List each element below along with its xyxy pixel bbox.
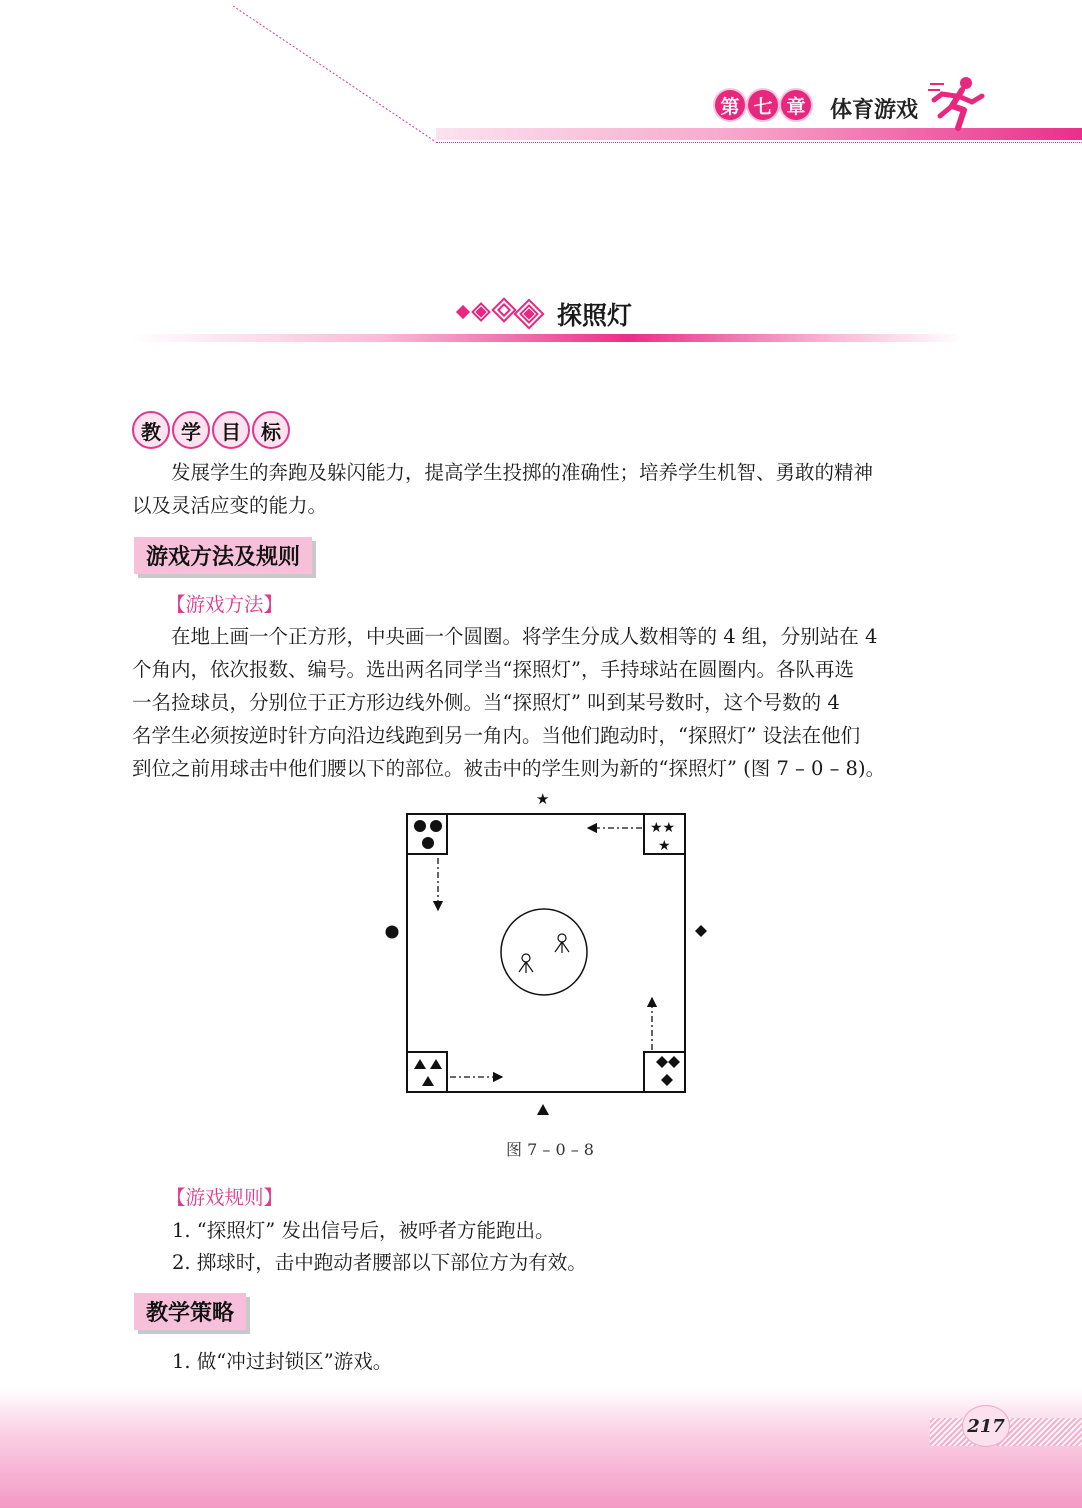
chapter-badge: 七 [748, 90, 778, 120]
team-diamond-marker [661, 1074, 673, 1086]
center-circle [501, 909, 587, 995]
lesson-title: 探照灯 [557, 301, 633, 330]
collector-triangle-marker [537, 1104, 549, 1115]
rule-item: 2. 掷球时，击中跑动者腰部以下部位方为有效。 [172, 1251, 587, 1274]
footer-band [0, 1388, 1082, 1508]
method-line: 个角内，依次报数、编号。选出两名同学当“探照灯”，手持球站在圆圈内。各队再选 [132, 658, 854, 681]
strategy-item: 1. 做“冲过封锁区”游戏。 [172, 1350, 393, 1373]
goals-heading [132, 411, 290, 449]
section-heading-strategy: 教学策略 [134, 1293, 246, 1330]
method-line: 在地上画一个正方形，中央画一个圆圈。将学生分成人数相等的 4 组，分别站在 4 [171, 625, 878, 648]
chapter-badges [715, 90, 811, 120]
team-circle-marker [422, 837, 434, 849]
team-circle-marker [414, 820, 426, 832]
team-diamond-marker [668, 1056, 680, 1068]
goals-text-line: 发展学生的奔跑及躲闪能力，提高学生投掷的准确性；培养学生机智、勇敢的精神 [171, 461, 874, 484]
goals-heading-char: 教 [132, 411, 170, 449]
title-divider [130, 334, 962, 342]
page-number: 217 [962, 1405, 1010, 1447]
diamond-ornament-icon [455, 296, 551, 332]
collector-circle-marker [386, 926, 399, 939]
goals-text [132, 456, 964, 522]
method-label: 【游戏方法】 [166, 593, 284, 616]
runner-icon [928, 74, 988, 132]
figure-caption: 图 7 – 0 – 8 [506, 1140, 594, 1159]
chapter-badge: 章 [781, 90, 811, 120]
goals-heading-char: 目 [212, 411, 250, 449]
goals-text-line: 以及灵活应变的能力。 [132, 494, 328, 517]
team-diamond-marker [656, 1056, 668, 1068]
team-star-marker: ★ [658, 838, 671, 854]
method-text [132, 620, 964, 785]
searchlight-person-icon [519, 934, 569, 973]
goals-heading-char: 标 [252, 411, 290, 449]
chapter-dotted-line [436, 142, 1082, 143]
field-square [407, 814, 685, 1092]
collector-star-marker: ★ [536, 790, 550, 808]
chapter-badge: 第 [715, 90, 745, 120]
goals-heading-char: 学 [172, 411, 210, 449]
section-heading-methods: 游戏方法及规则 [134, 537, 312, 574]
team-circle-marker [430, 820, 442, 832]
corner-box-bottom-right [644, 1052, 685, 1092]
collector-diamond-marker [695, 925, 707, 937]
rules-label: 【游戏规则】 [166, 1186, 284, 1209]
rule-item: 1. “探照灯” 发出信号后，被呼者方能跑出。 [172, 1219, 555, 1242]
game-field-diagram [380, 788, 720, 1120]
team-triangle-marker [414, 1059, 426, 1069]
chapter-title: 体育游戏 [830, 98, 919, 123]
method-line: 一名捡球员，分别位于正方形边线外侧。当“探照灯” 叫到某号数时，这个号数的 4 [132, 691, 840, 714]
team-triangle-marker [422, 1076, 434, 1086]
method-line: 到位之前用球击中他们腰以下的部位。被击中的学生则为新的“探照灯” (图 7 – 0 – 8)。 [132, 757, 886, 780]
team-triangle-marker [430, 1059, 442, 1069]
team-star-marker: ★★ [650, 820, 676, 836]
method-line: 名学生必须按逆时针方向沿边线跑到另一角内。当他们跑动时，“探照灯” 设法在他们 [132, 724, 861, 747]
